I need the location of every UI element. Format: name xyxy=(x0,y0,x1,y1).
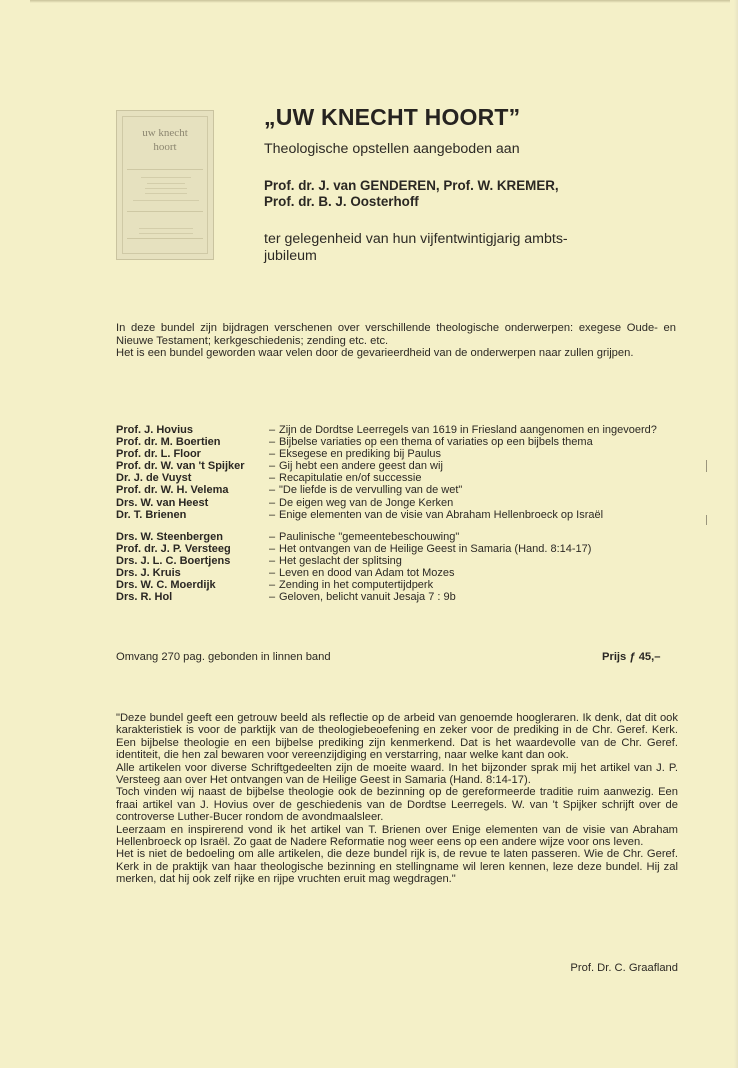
contents-author: Drs. J. L. C. Boertjens xyxy=(116,554,231,567)
cover-fine-text xyxy=(145,188,187,189)
occasion xyxy=(264,231,694,265)
contents-author: Dr. T. Brienen xyxy=(116,508,187,521)
page-edge-shadow-right xyxy=(734,0,738,1068)
contents-row: Prof. dr. M. Boertien – Bijbelse variaties op een thema of variaties op een bijbels thema xyxy=(116,436,678,448)
contents-author: Prof. J. Hovius xyxy=(116,424,194,436)
review-paragraph: Leerzaam en inspirerend vond ik het artikel van T. Brienen over Enige elementen van de visie van Abraham Hellenbroeck op Israël. Zo gaat de Nadere Reformatie nog weer eens op een andere wijze voor ons leven. xyxy=(116,823,678,849)
contents-title: Paulinische "gemeentebeschouwing" xyxy=(279,530,460,543)
contents-title: Eksegese en prediking bij Paulus xyxy=(279,448,442,461)
cover-fine-text xyxy=(147,183,185,184)
contents-author: Drs. W. Steenbergen xyxy=(116,530,223,543)
contents-title: Geloven, belicht vanuit Jesaja 7 : 9b xyxy=(279,591,456,604)
review-paragraph: "Deze bundel geeft een getrouw beeld als reflectie op de arbeid van genoemde hoogleraren. Ik denk, dat dit ook karakteristiek is voor de parktijk van de theologiebeoefening en zeker voor de prediking in de Chr. Geref. Kerk. Een bijbelse theologie en een bijbelse prediking zijn kenmerkend. Dat is het waardevolle van de Chr. Geref. identiteit, die hen zal bewaren voor vereenzijdiging en verstarring, naar welke kant dan ook. xyxy=(116,712,678,762)
intro-paragraph: In deze bundel zijn bijdragen verschenen over verschillende theologische onderwerpen: exegese Oude- en Nieuwe Testament; kerkgeschiedenis; zending etc. etc. xyxy=(116,322,676,347)
contents-author: Prof. dr. M. Boertien xyxy=(116,436,221,449)
review-paragraph: Alle artikelen voor diverse Schriftgedeelten zijn de moeite waard. In het bijzonder sprak mij het artikel van J. P. Versteeg aan over Het ontvangen van de Heilige Geest in Samaria (Hand. 8:14-17). xyxy=(116,761,678,787)
contents-title: "De liefde is de vervulling van de wet" xyxy=(279,484,463,497)
honorees-line2: Prof. dr. B. J. Oosterhoff xyxy=(264,194,419,209)
contents-list xyxy=(116,424,678,603)
contents-title: Recapitulatie en/of successie xyxy=(279,472,422,485)
contents-row: Drs. W. C. Moerdijk – Zending in het computertijdperk xyxy=(116,579,678,591)
contents-title: Leven en dood van Adam tot Mozes xyxy=(279,567,455,580)
book-cover-image xyxy=(116,110,214,260)
contents-title: Enige elementen van de visie van Abraham Hellenbroeck op Israël xyxy=(279,508,604,521)
review-signature: Prof. Dr. C. Graafland xyxy=(570,962,678,974)
contents-author: Prof. dr. J. P. Versteeg xyxy=(116,542,231,555)
cover-fine-text xyxy=(145,193,187,194)
contents-author: Dr. J. de Vuyst xyxy=(116,472,192,485)
cover-fine-text xyxy=(139,228,193,229)
contents-row: Prof. dr. L. Floor – Eksegese en prediking bij Paulus xyxy=(116,448,678,460)
contents-title: Zending in het computertijdperk xyxy=(279,579,434,592)
honorees-line1: Prof. dr. J. van GENDEREN, Prof. W. KREMER, xyxy=(264,178,559,193)
intro-text xyxy=(116,322,676,360)
contents-row: Drs. W. Steenbergen – Paulinische "gemeentebeschouwing" xyxy=(116,531,678,543)
cover-fine-text xyxy=(139,233,193,234)
contents-row: Drs. J. Kruis – Leven en dood van Adam tot Mozes xyxy=(116,567,678,579)
review-quote xyxy=(116,712,678,886)
contents-row: Dr. J. de Vuyst – Recapitulatie en/of successie xyxy=(116,472,678,484)
scan-mark xyxy=(706,460,707,472)
contents-title: Het ontvangen van de Heilige Geest in Samaria (Hand. 8:14-17) xyxy=(279,542,592,555)
contents-row: Drs. J. L. C. Boertjens – Het geslacht der splitsing xyxy=(116,555,678,567)
contents-author: Drs. J. Kruis xyxy=(116,567,181,580)
contents-title: Zijn de Dordtse Leerregels van 1619 in Friesland aangenomen en ingevoerd? xyxy=(279,424,657,436)
book-subtitle: Theologische opstellen aangeboden aan xyxy=(264,141,520,157)
book-price: Prijs ƒ 45,– xyxy=(602,651,661,663)
intro-paragraph: Het is een bundel geworden waar velen door de gevarieerdheid van de onderwerpen naar zullen grijpen. xyxy=(116,347,634,359)
occasion-line2: jubileum xyxy=(264,248,317,264)
book-title: „UW KNECHT HOORT” xyxy=(264,104,521,130)
cover-rule xyxy=(127,211,203,212)
contents-row: Prof. dr. W. H. Velema – "De liefde is de vervulling van de wet" xyxy=(116,484,678,496)
contents-row: Dr. T. Brienen – Enige elementen van de visie van Abraham Hellenbroeck op Israël xyxy=(116,509,678,521)
book-extent: Omvang 270 pag. gebonden in linnen band xyxy=(116,651,331,663)
cover-fine-text xyxy=(141,177,191,178)
contents-row: Prof. J. Hovius – Zijn de Dordtse Leerregels van 1619 in Friesland aangenomen en ingevoerd? xyxy=(116,424,678,436)
contents-row: Prof. dr. W. van 't Spijker – Gij hebt een andere geest dan wij xyxy=(116,460,678,472)
contents-author: Prof. dr. W. van 't Spijker xyxy=(116,460,245,473)
honorees xyxy=(264,178,684,210)
cover-title-line1: uw knecht xyxy=(142,127,188,139)
contents-author: Drs. W. van Heest xyxy=(116,496,209,509)
contents-row: Drs. W. van Heest – De eigen weg van de Jonge Kerken xyxy=(116,497,678,509)
contents-title: Het geslacht der splitsing xyxy=(279,554,402,567)
contents-author: Prof. dr. W. H. Velema xyxy=(116,484,229,497)
cover-title-line2: hoort xyxy=(153,141,177,153)
review-paragraph: Het is niet de bedoeling om alle artikelen, die deze bundel rijk is, de revue te laten passeren. Wie de Chr. Geref. Kerk in de praktijk van haar theologische bezinning en stellingname wil leren kennen, leze deze bundel. Hij zal merken, dat hij ook zelf rijke en rijpe vruchten eruit mag wegdragen." xyxy=(116,848,678,886)
scan-mark xyxy=(706,515,707,525)
occasion-line1: ter gelegenheid van hun vijfentwintigjarig ambts- xyxy=(264,231,568,247)
contents-author: Prof. dr. L. Floor xyxy=(116,448,201,461)
contents-row: Prof. dr. J. P. Versteeg – Het ontvangen van de Heilige Geest in Samaria (Hand. 8:14-17) xyxy=(116,543,678,555)
cover-fine-text xyxy=(133,200,199,201)
cover-rule xyxy=(127,238,203,239)
contents-title: De eigen weg van de Jonge Kerken xyxy=(279,496,454,509)
contents-author: Drs. R. Hol xyxy=(116,591,173,604)
cover-rule xyxy=(127,169,203,170)
contents-row: Drs. R. Hol – Geloven, belicht vanuit Jesaja 7 : 9b xyxy=(116,591,678,603)
contents-author: Drs. W. C. Moerdijk xyxy=(116,579,216,592)
contents-title: Bijbelse variaties op een thema of variaties op een bijbels thema xyxy=(279,436,593,449)
review-paragraph: Toch vinden wij naast de bijbelse theologie ook de bezinning op de gereformeerde traditie ruim aanwezig. Een fraai artikel van J. Hovius over de geschiedenis van de Dordtse Leerregels. W. van 't Spijker schrijft over de controverse Luther-Bucer rondom de avondmaalsleer. xyxy=(116,786,678,824)
contents-title: Gij hebt een andere geest dan wij xyxy=(279,460,443,473)
page-edge-shadow-top xyxy=(30,0,730,3)
